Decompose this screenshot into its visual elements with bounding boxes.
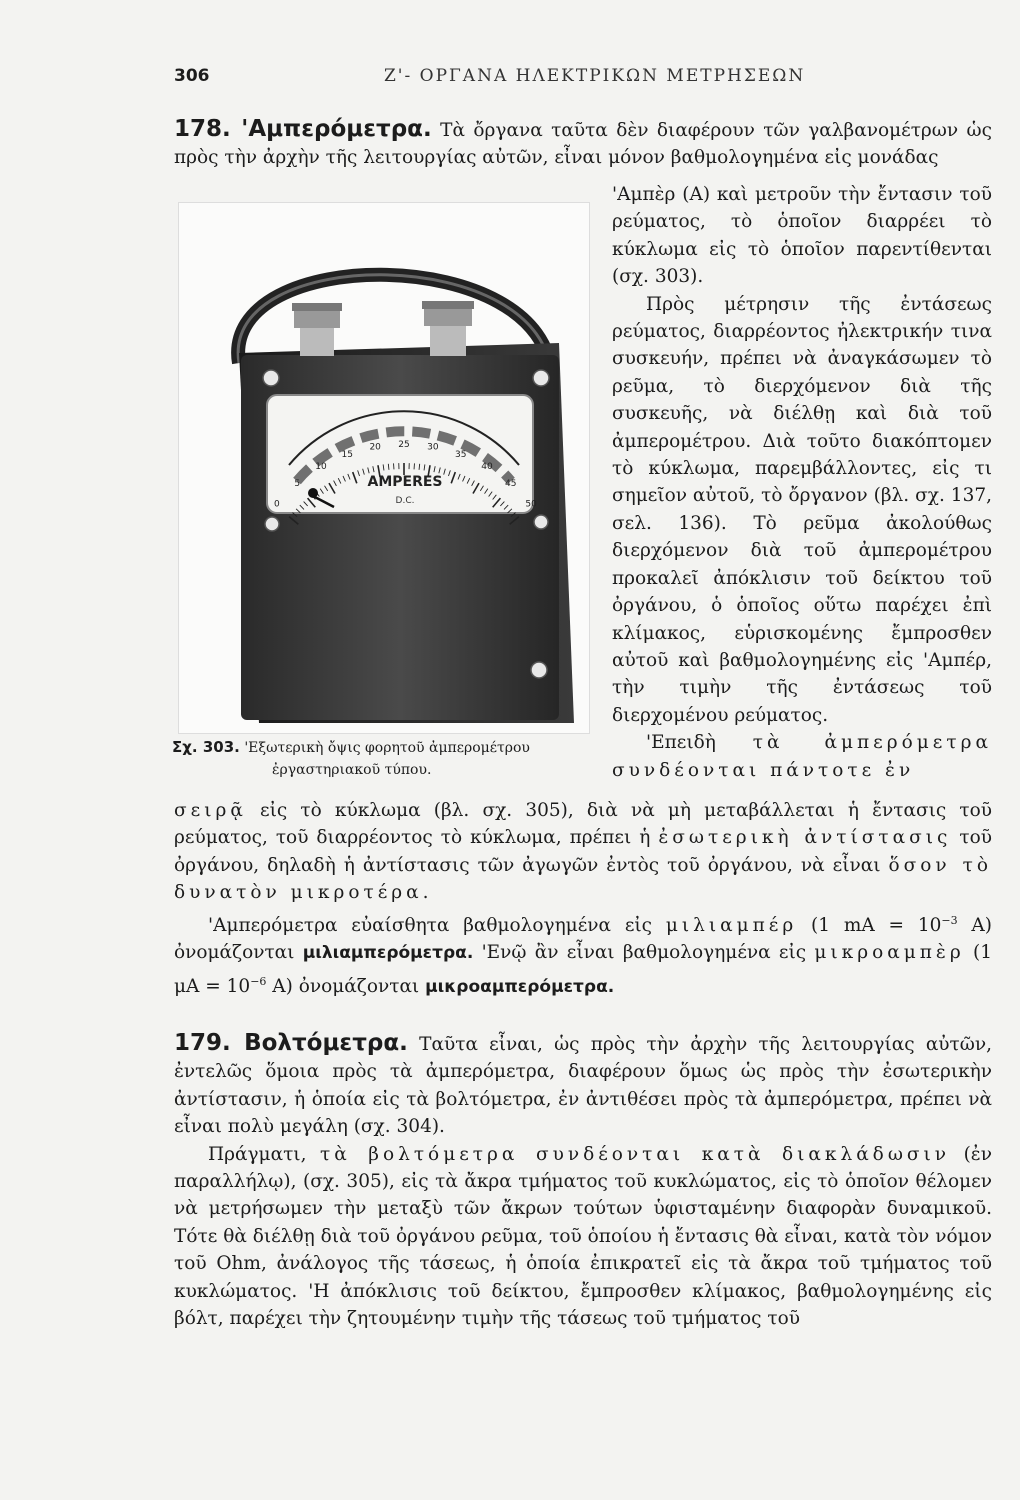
dial-label: AMPERES: [367, 474, 443, 490]
screw-icon: [265, 517, 279, 531]
screw-icon: [534, 515, 548, 529]
text-span: A) ὀνομάζονται: [174, 914, 992, 964]
section-179-paragraph-1: [174, 1030, 992, 1141]
spaced-text: μικροαμπὲρ: [814, 942, 965, 964]
screw-icon: [533, 370, 549, 386]
section-178-paragraph-3-cont: [174, 797, 992, 907]
text-span: 'Αμπερόμετρα εὐαίσθητα βαθμολογημένα εἰς: [208, 914, 653, 936]
scale-tick: [419, 464, 420, 470]
text-span: (1 mA = 10: [811, 914, 942, 936]
section-179-heading: 179. Βολτόμετρα.: [174, 1030, 408, 1056]
dial-sublabel: D.C.: [395, 496, 415, 506]
screw-icon: [531, 662, 547, 678]
pointer-pivot: [308, 488, 318, 498]
terminal-left: [292, 303, 342, 356]
spaced-text: μιλιαμπέρ: [665, 914, 798, 936]
section-178-intro-text: Τὰ ὄργανα ταῦτα δὲν διαφέρουν τῶν γαλβανομέτρων ὡς πρὸς τὴν ἀρχὴν τῆς λειτουργίας αὐτῶν, εἶναι μόνον βαθμολογημένα εἰς μονάδας: [174, 120, 992, 169]
text-span: 'Επειδὴ: [646, 732, 716, 754]
exponent: −3: [941, 913, 958, 927]
scale-number: 30: [427, 442, 439, 453]
scale-tick: [388, 464, 389, 470]
ammeter-figure: [178, 202, 590, 734]
bold-term: μιλιαμπερόμετρα.: [302, 943, 474, 964]
text-span: (1 μA = 10: [174, 942, 992, 997]
page-header: [174, 66, 994, 96]
scale-number: 45: [504, 478, 517, 489]
text-span: τοῦ ὀργάνου, δηλαδὴ ἡ ἀντίστασις τῶν ἀγωγῶν ἐντὸς τοῦ ὀργάνου, νὰ εἶναι: [174, 827, 992, 876]
scale-number: 20: [369, 442, 381, 453]
scale-number: 5: [294, 478, 301, 489]
figure-caption-text-2: ἐργαστηριακοῦ τύπου.: [272, 762, 432, 778]
scale-number: 25: [398, 440, 410, 450]
section-178-paragraph-4: [174, 907, 992, 1002]
spaced-text: τὰ βολτόμετρα συνδέονται κατὰ διακλάδωσιν: [320, 1143, 951, 1165]
spaced-text: σειρᾷ: [174, 800, 247, 821]
spaced-text: τὰ ἀμπερόμετρα συνδέονται πάντοτε ἐν: [612, 732, 992, 781]
page-number: 306: [174, 66, 210, 86]
exponent: −6: [250, 974, 267, 988]
section-179: [174, 1030, 992, 1332]
spaced-text: ὅσον τὸ δυνατὸν μικροτέρα.: [174, 854, 992, 904]
section-178-continuation: [174, 797, 992, 1001]
scale-number: 0: [273, 499, 280, 510]
scale-number: 35: [455, 450, 467, 461]
section-179-paragraph-2: [174, 1141, 992, 1333]
section-178-intro: [174, 116, 992, 172]
text-span: εἰς τὸ κύκλωμα (βλ. σχ. 305), διὰ νὰ μὴ μεταβάλλεται ἡ ἔντασις τοῦ ρεύματος, τοῦ διαρρέοντος τὸ κύκλωμα, πρέπει ἡ: [174, 800, 992, 849]
screw-icon: [263, 370, 279, 386]
section-178-heading: 178. 'Αμπερόμετρα.: [174, 116, 432, 142]
text-span: (ἐν παραλλήλῳ), (σχ. 305), εἰς τὰ ἄκρα τμήματος τοῦ κυκλώματος, εἰς τὸ ὁποῖον θέλομεν νὰ μετρήσωμεν τὴν μεταξὺ τῶν ἄκρων τούτων ὑφισταμένην διαφορὰν δυναμικοῦ. Τότε θὰ διέλθῃ διὰ τοῦ ὀργάνου ρεῦμα, τοῦ ὁποίου ἡ ἔντασις θὰ εἶναι, κατὰ τὸν νόμον τοῦ Ohm, ἀνάλογος τῆς τάσεως, ἡ ὁποία ἐπικρατεῖ εἰς τὰ ἄκρα τοῦ τμήματος τοῦ κυκλώματος. 'Η ἀπόκλισις τοῦ δείκτου, ἔμπροσθεν κλίμακος, βαθμολογημένης εἰς βόλτ, παρέχει τὴν ζητουμένην τιμὴν τῆς τάσεως τοῦ τμήματος τοῦ: [174, 1143, 992, 1330]
scale-number: 40: [481, 462, 493, 473]
text-span: 'Ενῷ ἂν εἶναι βαθμολογημένα εἰς: [481, 942, 807, 964]
bold-term: μικροαμπερόμετρα.: [425, 976, 615, 997]
right-column-text: [612, 181, 992, 784]
section-178-side-paragraph-3: [612, 729, 992, 784]
figure-caption: [172, 736, 602, 781]
figure-caption-label: Σχ. 303.: [172, 738, 240, 756]
running-title: Ζ'- ΟΡΓΑΝΑ ΗΛΕΚΤΡΙΚΩΝ ΜΕΤΡΗΣΕΩΝ: [384, 66, 806, 86]
spaced-text: ἐσωτερικὴ ἀντίστασις: [658, 827, 952, 849]
text-span: A) ὀνομάζονται: [272, 975, 420, 997]
scale-number: 15: [341, 450, 353, 461]
figure-caption-text-1: 'Εξωτερικὴ ὄψις φορητοῦ ἀμπερομέτρου: [244, 740, 530, 756]
ammeter-illustration: [179, 203, 589, 733]
scale-number: 50: [525, 499, 537, 510]
section-178-side-paragraph-1: 'Αμπὲρ (Α) καὶ μετροῦν τὴν ἔντασιν τοῦ ρεύματος, τὸ ὁποῖον διαρρέει τὸ κύκλωμα εἰς τὸ ὁποῖον παρεντίθενται (σχ. 303).: [612, 184, 992, 288]
text-span: Ταῦτα εἶναι, ὡς πρὸς τὴν ἀρχὴν τῆς λειτουργίας αὐτῶν, ἐντελῶς ὅμοια πρὸς τὰ ἀμπερόμετρα, διαφέρουν ὅμως ὡς πρὸς τὴν ἐσωτερικὴν ἀντίστασιν, ἡ ὁποία εἰς τὰ βολτόμετρα, ἐν ἀντιθέσει πρὸς τὰ ἀμπερόμετρα, πρέπει νὰ εἶναι πολὺ μεγάλη (σχ. 304).: [174, 1034, 993, 1138]
scale-number: 10: [315, 462, 327, 473]
section-178-side-paragraph-2: Πρὸς μέτρησιν τῆς ἐντάσεως ρεύματος, διαρρέοντος ἠλεκτρικήν τινα συσκευήν, πρέπει νὰ ἀναγκάσωμεν τὸ ρεῦμα, τὸ διερχόμενον διὰ τῆς συσκευῆς, νὰ διέλθῃ καὶ διὰ τοῦ ἀμπερομέτρου. Διὰ τοῦτο διακόπτομεν τὸ κύκλωμα, παρεμβάλλοντες, εἰς τι σημεῖον αὐτοῦ, τὸ ὄργανον (βλ. σχ. 137, σελ. 136). Τὸ ρεῦμα ἀκολούθως διερχόμενον διὰ τοῦ ἀμπερομέτρου προκαλεῖ ἀπόκλισιν τοῦ δείκτου τοῦ ὀργάνου, ὁ ὁποῖος οὕτω παρέχει ἐπὶ κλίμακος, εὑρισκομένης ἔμπροσθεν αὐτοῦ καὶ βαθμολογημένης εἰς 'Αμπέρ, τὴν τιμὴν τῆς ἐντάσεως τοῦ διερχομένου ρεύματος.: [612, 293, 992, 726]
text-span: Πράγματι,: [208, 1143, 307, 1165]
